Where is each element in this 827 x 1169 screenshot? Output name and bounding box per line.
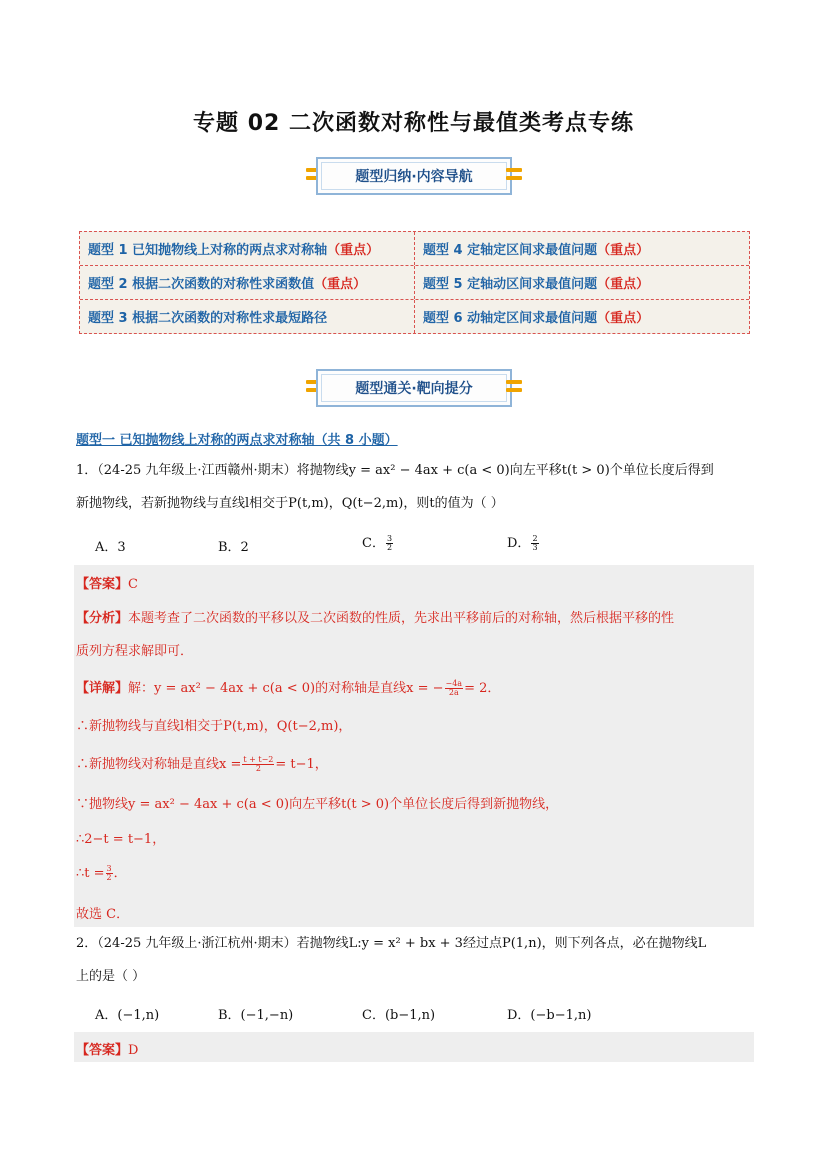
q1-option-a: A．3 [95,540,126,555]
q1-line-2: 新抛物线，若新抛物线与直线l相交于P(t,m)，Q(t−2,m)，则t的值为（ ） [76,496,504,511]
answer-line: 【答案】C [76,577,138,592]
step-line-5: ∴t = $\frac{3}{2}$ ． [76,864,127,882]
step-line-1: ∴新抛物线与直线l相交于P(t,m)，Q(t−2,m)， [76,719,352,734]
step-line-4: ∴2−t = t−1， [76,832,166,847]
q2-line-2: 上的是（ ） [76,969,146,984]
nav-item-4[interactable]: 题型 4 定轴定区间求最值问题 （重点） [423,243,650,258]
q2-option-c: C．(b−1,n) [362,1008,436,1023]
q1-option-d: D． $\frac{2}{3}$ [507,534,538,552]
step-line-2: ∴新抛物线对称轴是直线x = $\frac{t + t-2}{2}$ = t−1， [76,755,328,773]
banner-text: 题型通关·靶向提分 [355,381,473,397]
nav-row [80,300,749,333]
answer-line: 【答案】D [76,1043,139,1058]
nav-row [80,266,749,300]
q2-option-b: B．(−1,−n) [218,1008,294,1023]
banner-box [316,369,512,407]
banner-box [316,157,512,195]
right-bars-icon [506,168,522,182]
banner-text: 题型归纳·内容导航 [355,169,473,185]
q1-line-1: 1．（24-25 九年级上·江西赣州·期末）将抛物线y = ax² − 4ax + c(a < 0)向左平移t(t > 0)个单位长度后得到 [76,463,714,478]
nav-item-2[interactable]: 题型 2 根据二次函数的对称性求函数值 （重点） [80,266,415,299]
practice-banner [306,369,522,407]
right-bars-icon [506,380,522,394]
nav-item-1[interactable]: 题型 1 已知抛物线上对称的两点求对称轴 （重点） [80,232,415,265]
q1-option-c: C． $\frac{3}{2}$ [362,534,393,552]
q2-line-1: 2．（24-25 九年级上·浙江杭州·期末）若抛物线L:y = x² + bx + 3经过点P(1,n)，则下列各点，必在抛物线L [76,936,707,951]
q2-answer-block [74,1032,754,1062]
conclusion-line: 故选 C． [76,907,130,922]
step-line-3: ∵抛物线y = ax² − 4ax + c(a < 0)向左平移t(t > 0)个单位长度后得到新抛物线， [76,797,559,812]
page-title: 专题 02 二次函数对称性与最值类考点专练 [193,111,634,136]
topic-nav-table [79,231,750,334]
nav-item-3[interactable]: 题型 3 根据二次函数的对称性求最短路径 [80,300,415,333]
analysis-line: 【分析】本题考查了二次函数的平移以及二次函数的性质，先求出平移前后的对称轴，然后根据平移的性 [76,611,675,626]
q2-option-d: D．(−b−1,n) [507,1008,592,1023]
q2-option-a: A．(−1,n) [95,1008,160,1023]
nav-item-6[interactable]: 题型 6 动轴定区间求最值问题 （重点） [423,311,650,326]
analysis-line-2: 质列方程求解即可． [76,644,194,659]
q1-option-b: B．2 [218,540,249,555]
section-heading: 题型一 已知抛物线上对称的两点求对称轴（共 8 小题） [76,433,398,448]
nav-item-5[interactable]: 题型 5 定轴动区间求最值问题 （重点） [423,277,650,292]
nav-banner [306,157,522,195]
q1-answer-block [74,565,754,927]
detail-line: 【详解】解：y = ax² − 4ax + c(a < 0)的对称轴是直线x = − $\frac{-4a}{2a}$ = 2． [76,679,501,697]
nav-row [80,232,749,266]
